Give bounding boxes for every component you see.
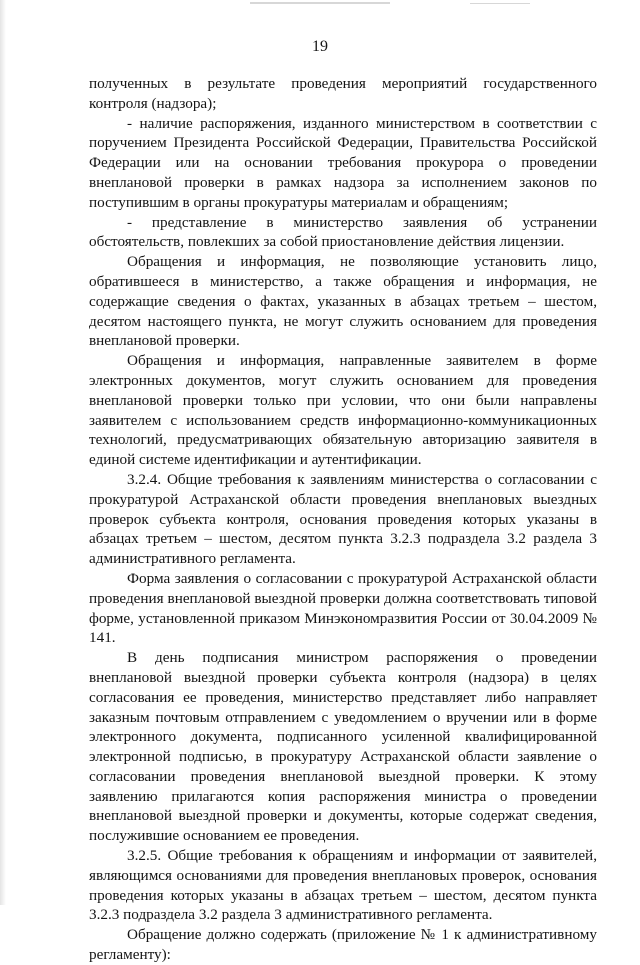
paragraph: Обращение должно содержать (приложение № 1 к административному регламенту):: [89, 926, 597, 964]
paragraph: В день подписания министром распоряжения о проведении внеплановой выездной проверки субъекта контроля (надзора) в целях согласования ее проведения, министерство представляет либо направляет заказным почтовым отправлением с уведомлением о вручении или в форме электронного документа, подписанного усиленной квалифицированной электронной подписью, в прокуратуру Астраханской области заявление о согласовании проведения внеплановой выездной проверки. К этому заявлению прилагаются копия распоряжения министра о проведении внеплановой выездной проверки и документы, которые содержат сведения, послужившие основанием ее проведения.: [89, 649, 597, 845]
paragraph: - наличие распоряжения, изданного министерством в соответствии с поручением Президента Российской Федерации, Правительства Российской Федерации или на основании требования прокурора о проведении внеплановой проверки в рамках надзора за исполнением законов по поступившим в органы прокуратуры материалам и обращениям;: [89, 114, 597, 211]
paragraph: 3.2.5. Общие требования к обращениям и информации от заявителей, являющимся основаниями для проведения внеплановых проверок, основания проведения которых указаны в абзацах третьем – шестом, десятом пункта 3.2.3 подраздела 3.2 раздела 3 административного регламента.: [89, 847, 597, 924]
paragraph: 3.2.4. Общие требования к заявлениям министерства о согласовании с прокуратурой Астраханской области проведения внеплановых выездных проверок субъекта контроля, основания проведения которых указаны в абзацах третьем – шестом, десятом пункта 3.2.3 подраздела 3.2 раздела 3 административного регламента.: [89, 470, 597, 568]
scan-speckle: [250, 2, 390, 4]
page-number: 19: [312, 38, 328, 55]
paragraph: Обращения и информация, направленные заявителем в форме электронных документов, могут служить основанием для проведения внеплановой проверки только при условии, что они были направлены заявителем с использованием средств информационно-коммуникационных технологий, предусматривающих обязательную авторизацию заявителя в единой системе идентификации и аутентификации.: [89, 352, 597, 469]
document-body: [89, 74, 597, 965]
scan-speckle: [470, 3, 530, 4]
paragraph: - представление в министерство заявления об устранении обстоятельств, повлекших за собой приостановление действия лицензии.: [89, 213, 597, 251]
scan-edge: [0, 0, 6, 905]
paragraph: Обращения и информация, не позволяющие установить лицо, обратившееся в министерство, а также обращения и информация, не содержащие сведения о фактах, указанных в абзацах третьем – шестом, десятом настоящего пункта, не могут служить основанием для проведения внеплановой проверки.: [89, 253, 597, 350]
paragraph: полученных в результате проведения мероприятий государственного контроля (надзора);: [89, 75, 597, 112]
paragraph: Форма заявления о согласовании с прокуратурой Астраханской области проведения внеплановой выездной проверки должна соответствовать типовой форме, установленной приказом Минэкономразвития России от 30.04.2009 № 141.: [89, 569, 597, 647]
